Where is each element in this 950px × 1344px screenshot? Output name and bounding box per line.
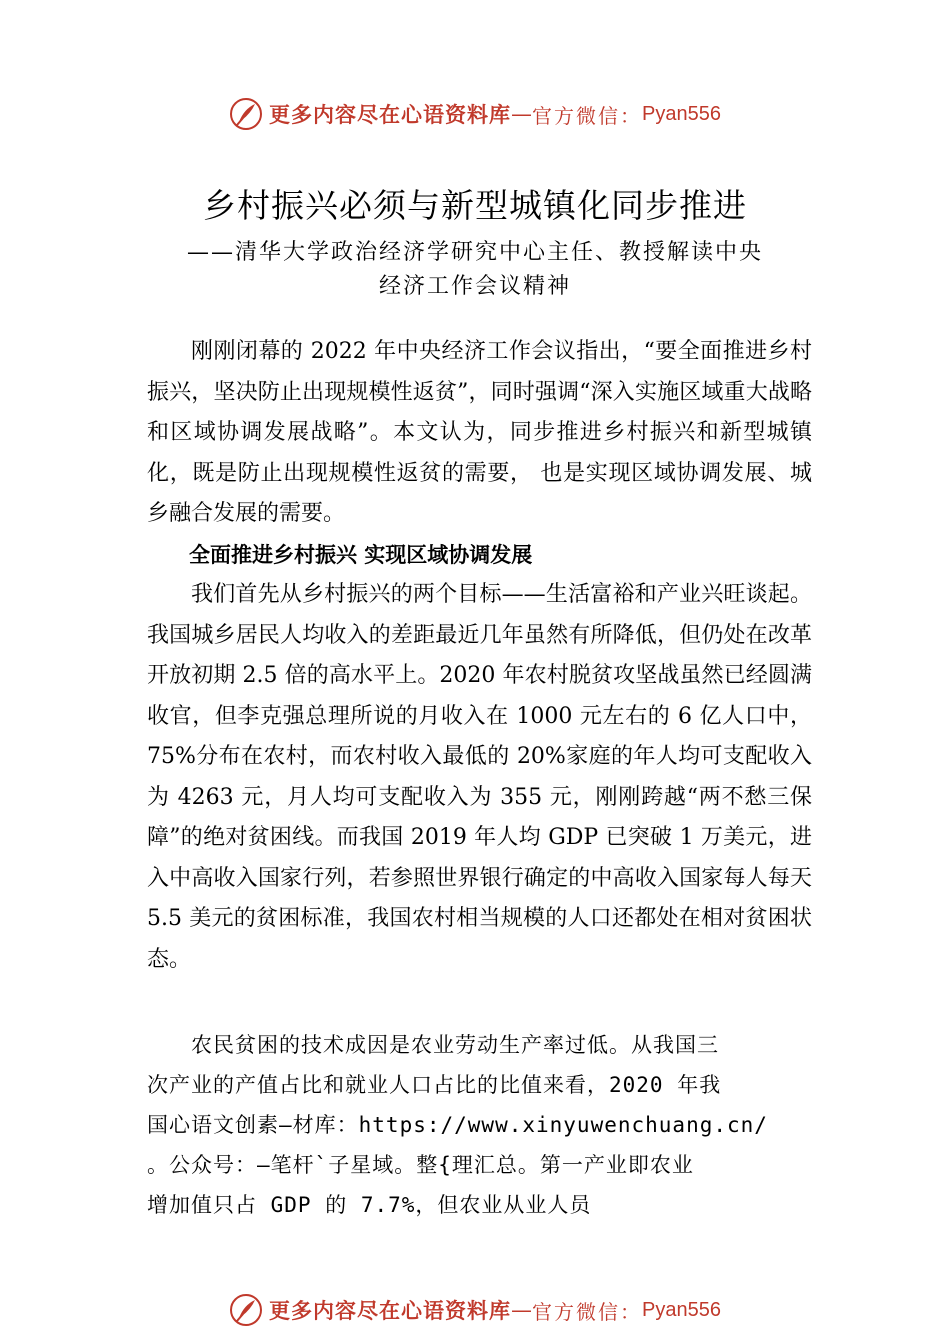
watermark-text: 更多内容尽在心语资料库 <box>269 102 512 127</box>
article-title: 乡村振兴必须与新型城镇化同步推进 <box>203 186 747 225</box>
footer-watermark <box>0 1290 950 1330</box>
section-heading: 全面推进乡村振兴 实现区域协调发展 <box>189 542 533 567</box>
article-body-continued <box>147 1025 812 1225</box>
quill-logo-icon <box>229 97 263 131</box>
paragraph-line-url: 国心语文创素—材库：https://www.xinyuwenchuang.cn/ <box>147 1113 768 1137</box>
paragraph-line: 增加值只占 GDP 的 7.7%，但农业从业人员 <box>147 1193 592 1217</box>
watermark-wechat-label: 官方微信： <box>532 103 643 128</box>
paragraph-line: 农民贫困的技术成因是农业劳动生产率过低。从我国三 <box>147 1033 719 1057</box>
paragraph-line: 。公众号：—笔杆`子星域。整{理汇总。第一产业即农业 <box>147 1153 694 1177</box>
watermark-wechat-id: Pyan556 <box>642 102 721 125</box>
watermark-dash: — <box>511 102 533 126</box>
subtitle-line-2: 经济工作会议精神 <box>378 274 571 299</box>
subtitle-line-1: ——清华大学政治经济学研究中心主任、教授解读中央 <box>186 240 763 265</box>
paragraph-line: 次产业的产值占比和就业人口占比的比值来看，2020 年我 <box>147 1073 722 1097</box>
header-watermark <box>0 94 950 134</box>
paragraph-income: 我们首先从乡村振兴的两个目标——生活富裕和产业兴旺谈起。我国城乡居民人均收入的差距最近几年虽然有所降低，但仍处在改革开放初期 2.5 倍的高水平上。2020 年农村脱贫攻坚战虽然已经圆满收官，但李克强总理所说的月收入在 1000 元左右的 6 亿人口中，75%分布在农村，而农村收入最低的 20%家庭的年人均可支配收入为 4263 元，月人均可支配收入为 355 元，刚刚跨越“两不愁三保障”的绝对贫困线。而我国 2019 年人均 GDP 已突破 1 万美元，进入中高收入国家行列，若参照世界银行确定的中高收入国家每人每天 5.5 美元的贫困标准，我国农村相当规模的人口还都处在相对贫困状态。 <box>147 582 812 972</box>
watermark-wechat-label: 官方微信： <box>532 1299 643 1324</box>
article-body <box>147 332 812 980</box>
paragraph-intro: 刚刚闭幕的 2022 年中央经济工作会议指出，“要全面推进乡村振兴，坚决防止出现规模性返贫”，同时强调“深入实施区域重大战略和区域协调发展战略”。本文认为，同步推进乡村振兴和新型城镇化，既是防止出现规模性返贫的需要， 也是实现区域协调发展、城乡融合发展的需要。 <box>147 339 812 526</box>
watermark-wechat-id: Pyan556 <box>642 1298 721 1321</box>
watermark-text: 更多内容尽在心语资料库 <box>269 1298 512 1323</box>
watermark-dash: — <box>511 1298 533 1322</box>
quill-logo-icon <box>229 1293 263 1327</box>
article-subtitle <box>0 236 950 304</box>
